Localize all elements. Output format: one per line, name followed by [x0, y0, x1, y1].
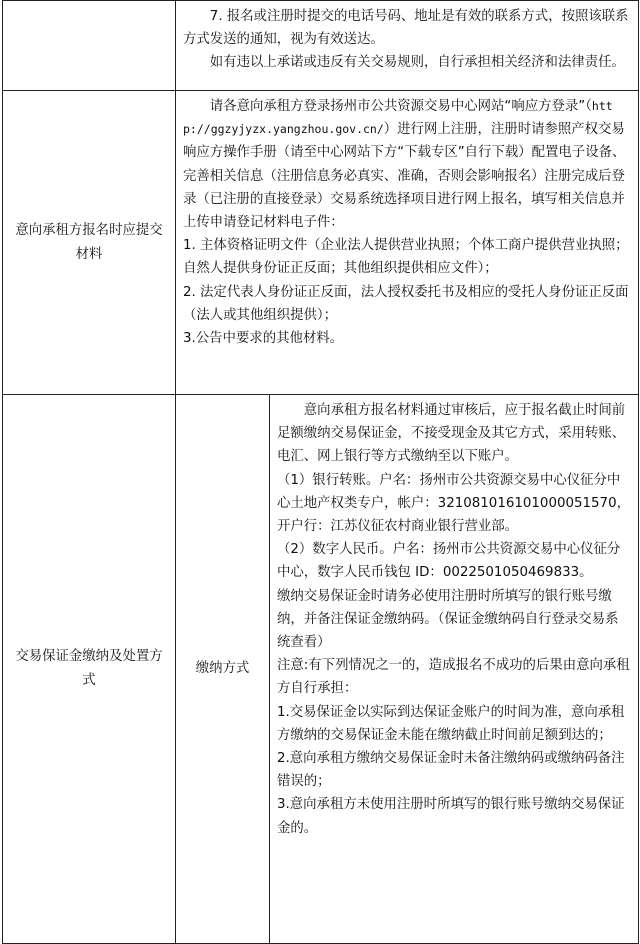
row-content-application-materials [176, 91, 639, 395]
table-row-application-materials [3, 91, 639, 395]
registration-intro-before: 请各意向承租方登录扬州市公共资源交易中心网站“响应方登录”（ [209, 99, 592, 114]
deposit-condition-2: 2.意向承租方缴纳交易保证金时未备注缴纳码或缴纳码备注错误的； [277, 751, 625, 790]
deposit-attention-note: 注意:有下列情况之一的，造成报名不成功的后果由意向承租方自行承担： [277, 658, 630, 697]
row-label-application-materials: 意向承租方报名时应提交材料 [3, 91, 176, 395]
registration-intro-after: ）进行网上注册，注册时请参照产权交易响应方操作手册（请至中心网站下方“下载专区”自行下载）配置电子设备、完善相关信息（注册信息务必真实、准确，否则会影响报名）注册完成后登录（已注册的直接登录）交易系统选择项目进行网上报名，填写相关信息并上传申请登记材料电子件： [183, 122, 626, 231]
deposit-bank-transfer: （1）银行转账。户名：扬州市公共资源交易中心仪征分中心土地产权类专户，帐户：321081016101000051570，开户行：江苏仪征农村商业银行营业部。 [277, 472, 630, 535]
registration-instructions [183, 95, 631, 234]
table-row-continuation [3, 1, 639, 91]
deposit-intro: 意向承租方报名材料通过审核后，应于报名截止时间前足额缴纳交易保证金，不接受现金及其它方式，采用转账、电汇、网上银行等方式缴纳至以下账户。 [277, 403, 626, 465]
row-label-deposit: 交易保证金缴纳及处置方式 [3, 395, 176, 944]
website-url-link[interactable]: http://ggzyjyzx.yangzhou.gov.cn/ [183, 99, 613, 137]
commitment-liability-note: 如有违以上承诺或违反有关交易规则，自行承担相关经济和法律责任。 [209, 55, 625, 71]
deposit-condition-3: 3.意向承租方未使用注册时所填写的银行账号缴纳交易保证金的。 [277, 797, 625, 836]
deposit-condition-1: 1.交易保证金以实际到达保证金账户的时间为准，意向承租方缴纳的交易保证金未能在缴纳截止时间前足额到达的； [277, 704, 625, 743]
row-content-deposit [270, 395, 639, 944]
deposit-account-requirement: 缴纳交易保证金时请务必使用注册时所填写的银行账号缴纳，并备注保证金缴纳码。（保证金缴纳码自行登录交易系统查看） [277, 588, 619, 651]
row-sublabel-payment-method: 缴纳方式 [176, 395, 270, 944]
commitment-item-7: 7. 报名或注册时提交的电话号码、地址是有效的联系方式，按照该联系方式发送的通知，视为有效送达。 [183, 9, 629, 48]
material-item-3: 3.公告中要求的其他材料。 [183, 331, 344, 347]
document-table [2, 0, 639, 944]
row-label-empty [3, 1, 176, 91]
deposit-digital-rmb: （2）数字人民币。户名：扬州市公共资源交易中心仪征分中心，数字人民币钱包 ID：0022501050469833。 [277, 542, 621, 581]
material-item-2: 2. 法定代表人身份证正反面，法人授权委托书及相应的受托人身份证正反面（法人或其他组织提供）； [183, 284, 629, 323]
table-row-deposit [3, 395, 639, 944]
row-content-commitments [176, 1, 639, 91]
material-item-1: 1. 主体资格证明文件（企业法人提供营业执照；个体工商户提供营业执照；自然人提供身份证正反面；其他组织提供相应文件）； [183, 238, 629, 277]
